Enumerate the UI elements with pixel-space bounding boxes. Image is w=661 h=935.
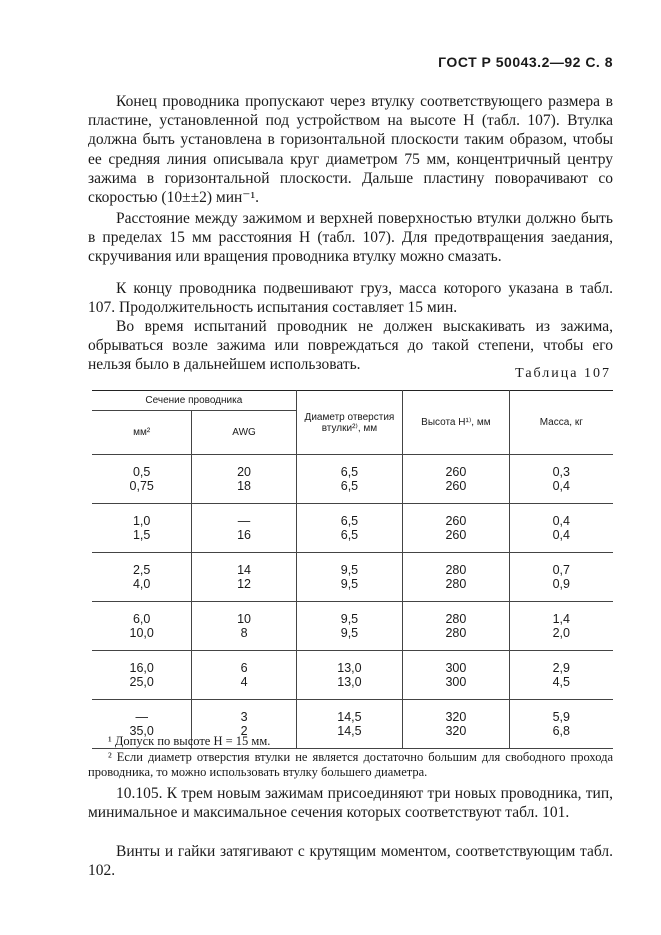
cell-value: 0,9 [552, 577, 570, 591]
table-row [92, 651, 613, 700]
table-caption: Таблица 107 [515, 366, 611, 381]
cell-value: 2 [240, 724, 248, 738]
cell-value: 6 [240, 660, 248, 675]
cell-value: 12 [237, 577, 251, 591]
cell-value: 300 [445, 660, 467, 675]
table-107 [92, 390, 613, 749]
table-cell-awg [192, 504, 296, 553]
cell-value: 9,5 [340, 611, 359, 626]
paragraph-6: Винты и гайки затягивают с крутящим моментом, соответствующим табл. 102. [88, 843, 613, 880]
cell-value: — [135, 709, 148, 724]
cell-value: 9,5 [340, 577, 359, 591]
cell-value: 9,5 [340, 562, 359, 577]
header-section: Сечение проводника [92, 391, 296, 411]
page-header: ГОСТ Р 50043.2—92 С. 8 [438, 54, 613, 70]
cell-value: 18 [237, 479, 251, 493]
cell-value: 14,5 [337, 724, 362, 738]
cell-value: 1,4 [552, 611, 570, 626]
cell-value: 260 [445, 528, 467, 542]
cell-value: 1,5 [132, 528, 151, 542]
table-cell-mass [509, 504, 613, 553]
cell-value: 260 [445, 479, 467, 493]
table-cell-awg [192, 455, 296, 504]
cell-value: 300 [445, 675, 467, 689]
cell-value: 0,75 [129, 479, 154, 493]
cell-value: 20 [237, 464, 251, 479]
table-cell-mass [509, 651, 613, 700]
cell-value: 280 [445, 611, 467, 626]
cell-value: 3 [240, 709, 248, 724]
cell-value: 0,3 [552, 464, 570, 479]
footnote-1: ¹ Допуск по высоте H = 15 мм. [108, 734, 271, 748]
cell-value: 25,0 [129, 675, 154, 689]
table-cell-mm2 [92, 455, 192, 504]
table-row [92, 602, 613, 651]
cell-value: 14,5 [337, 709, 362, 724]
cell-value: 6,0 [132, 611, 151, 626]
table-cell-awg [192, 553, 296, 602]
cell-value: 13,0 [337, 675, 362, 689]
table-cell-mm2 [92, 651, 192, 700]
header-diameter: Диаметр отверстия втулки²⁾, мм [296, 391, 402, 455]
cell-value: 35,0 [129, 724, 154, 738]
table-cell-diam [296, 504, 402, 553]
cell-value: 6,5 [340, 479, 359, 493]
paragraph-4: Во время испытаний проводник не должен выскакивать из зажима, обрываться возле зажима или повреждаться до такой степени, чтобы его нельзя было в дальнейшем использовать. [88, 318, 613, 374]
cell-value: 8 [240, 626, 248, 640]
cell-value: 6,5 [340, 528, 359, 542]
header-mass: Масса, кг [509, 391, 613, 455]
table-cell-diam [296, 553, 402, 602]
cell-value: 280 [445, 562, 467, 577]
cell-value: 2,0 [552, 626, 570, 640]
header-awg: AWG [192, 411, 296, 455]
cell-value: 320 [445, 724, 467, 738]
cell-value: 6,8 [552, 724, 570, 738]
table-row [92, 553, 613, 602]
cell-value: 280 [445, 626, 467, 640]
table-cell-diam [296, 602, 402, 651]
table-cell-h [403, 455, 509, 504]
table-row [92, 504, 613, 553]
cell-value: 16,0 [129, 660, 154, 675]
table-cell-mm2 [92, 504, 192, 553]
cell-value: 4 [240, 675, 248, 689]
cell-value: 0,5 [132, 464, 151, 479]
table-cell-mm2 [92, 553, 192, 602]
table-cell-mass [509, 602, 613, 651]
table-cell-diam [296, 455, 402, 504]
cell-value: 260 [445, 513, 467, 528]
table-cell-mass [509, 455, 613, 504]
table-cell-mass [509, 553, 613, 602]
cell-value: 16 [237, 528, 251, 542]
cell-value: 1,0 [132, 513, 151, 528]
cell-value: 2,9 [552, 660, 570, 675]
table-cell-h [403, 602, 509, 651]
paragraph-5: 10.105. К трем новым зажимам присоединяют три новых проводника, тип, минимальное и максимальное сечения которых соответствуют табл. 101. [88, 785, 613, 822]
cell-value: — [237, 513, 251, 528]
table-cell-awg [192, 651, 296, 700]
header-mm2: мм² [133, 427, 151, 438]
cell-value: 0,4 [552, 528, 570, 542]
paragraph-3: К концу проводника подвешивают груз, масса которого указана в табл. 107. Продолжительность испытания составляет 15 мин. [88, 280, 613, 317]
footnote-2: ² Если диаметр отверстия втулки не является достаточно большим для свободного прохода проводника, то можно использовать втулку большего диаметра. [88, 750, 613, 779]
table-cell-awg [192, 602, 296, 651]
cell-value: 4,5 [552, 675, 570, 689]
table-cell-h [403, 553, 509, 602]
cell-value: 320 [445, 709, 467, 724]
table-row [92, 455, 613, 504]
cell-value: 6,5 [340, 464, 359, 479]
paragraph-1: Конец проводника пропускают через втулку соответствующего размера в пластине, установленной под устройством на высоте H (табл. 107). Втулка должна быть установлена в горизонтальной плоскости таким образом, чтобы ее средняя линия описывала круг диаметром 75 мм, концентричный центру зажима в горизонтальной плоскости. Дальше пластину поворачивают со скоростью (10±±2) мин⁻¹. [88, 93, 613, 207]
cell-value: 0,7 [552, 562, 570, 577]
cell-value: 10,0 [129, 626, 154, 640]
cell-value: 14 [237, 562, 251, 577]
cell-value: 260 [445, 464, 467, 479]
table-cell-mm2 [92, 602, 192, 651]
cell-value: 5,9 [552, 709, 570, 724]
cell-value: 280 [445, 577, 467, 591]
table-cell-diam [296, 651, 402, 700]
header-height: Высота H¹⁾, мм [403, 391, 509, 455]
cell-value: 10 [237, 611, 251, 626]
cell-value: 13,0 [337, 660, 362, 675]
cell-value: 0,4 [552, 513, 570, 528]
cell-value: 4,0 [132, 577, 151, 591]
cell-value: 0,4 [552, 479, 570, 493]
table-cell-h [403, 504, 509, 553]
cell-value: 9,5 [340, 626, 359, 640]
table-cell-h [403, 651, 509, 700]
paragraph-2: Расстояние между зажимом и верхней поверхностью втулки должно быть в пределах 15 мм расстояния H (табл. 107). Для предотвращения заедания, скручивания или вращения проводника втулку можно смазать. [88, 210, 613, 266]
cell-value: 2,5 [132, 562, 151, 577]
cell-value: 6,5 [340, 513, 359, 528]
